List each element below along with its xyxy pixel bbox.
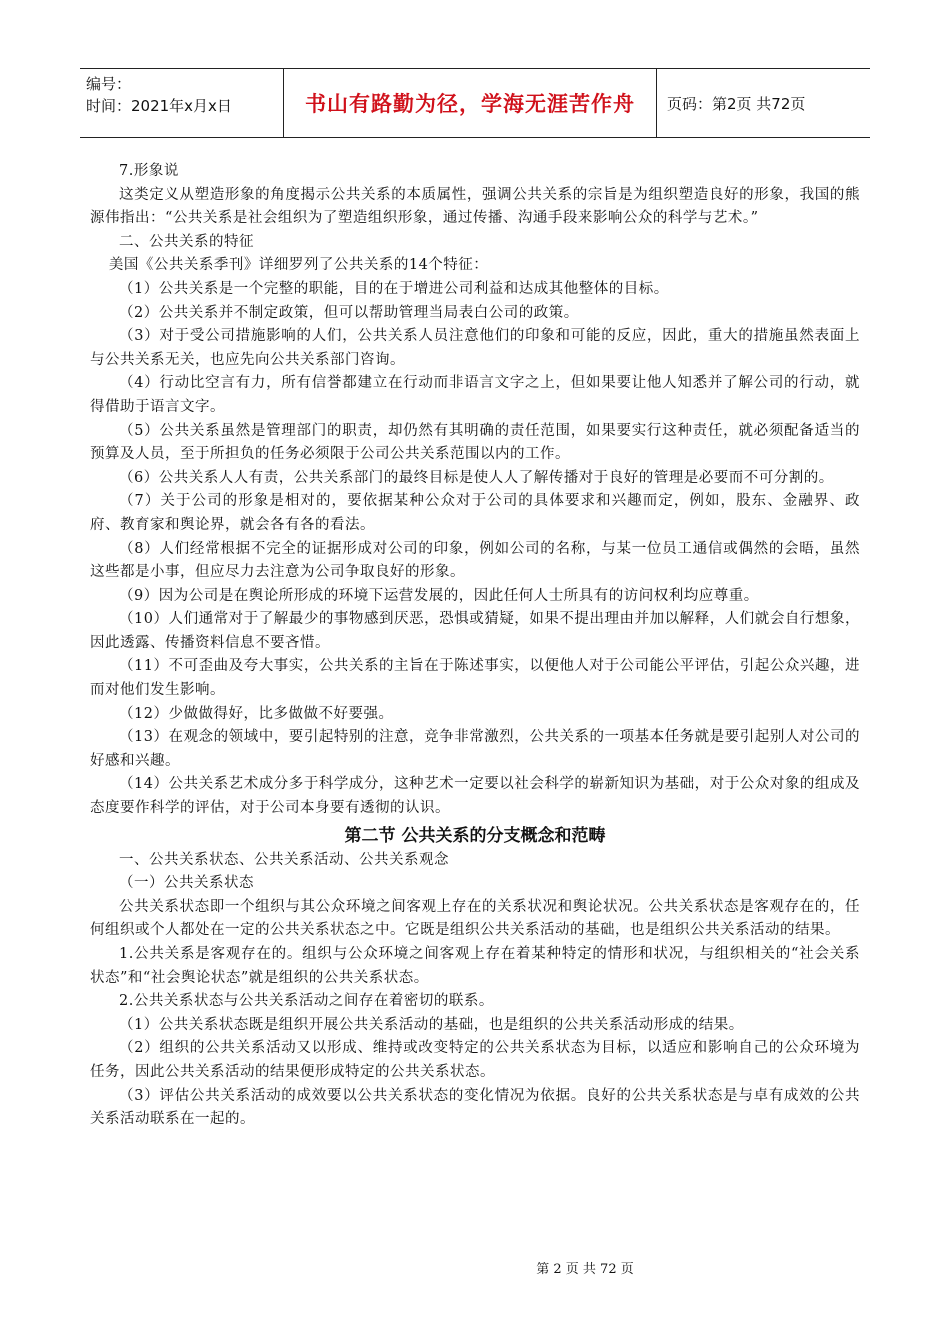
paragraph: （3）评估公共关系活动的成效要以公共关系状态的变化情况为依据。良好的公共关系状态是与卓有成效的公共关系活动联系在一起的。 xyxy=(90,1087,860,1128)
paragraph: （9）因为公司是在舆论所形成的环境下运营发展的，因此任何人士所具有的访问权利均应尊重。 xyxy=(119,587,759,604)
paragraph: （4）行动比空言有力，所有信誉都建立在行动而非语言文字之上，但如果要让他人知悉并了解公司的行动，就得借助于语言文字。 xyxy=(90,375,860,415)
paragraph: 美国《公共关系季刊》详细罗列了公共关系的14个特征： xyxy=(108,257,489,274)
date-label: 时间：2021年x月x日 xyxy=(86,97,232,115)
paragraph: 7.形象说 xyxy=(119,163,179,179)
header-left-cell xyxy=(80,69,283,137)
paragraph: 二、公共关系的特征 xyxy=(119,233,254,250)
page-header xyxy=(80,68,870,138)
header-page-label: 页码：第2页 共72页 xyxy=(667,94,806,113)
paragraph: （10）人们通常对于了解最少的事物感到厌恶，恐惧或猜疑，如果不提出理由并加以解释，人们就会自行想象，因此透露、传播资料信息不要吝惜。 xyxy=(90,611,860,651)
page-footer: 第 2 页 共 72 页 xyxy=(536,1262,634,1277)
paragraph: （14）公共关系艺术成分多于科学成分，这种艺术一定要以社会科学的崭新知识为基础，对于公众对象的组成及态度要作科学的评估，对于公司本身要有透彻的认识。 xyxy=(90,776,860,817)
document-body xyxy=(90,160,860,1132)
paragraph: （2）公共关系并不制定政策，但可以帮助管理当局表白公司的政策。 xyxy=(119,304,579,321)
paragraph: （6）公共关系人人有责，公共关系部门的最终目标是使人人了解传播对于良好的管理是必要而不可分割的。 xyxy=(119,469,834,486)
paragraph: （2）组织的公共关系活动又以形成、维持或改变特定的公共关系状态为目标，以适应和影响自己的公众环境为任务，因此公共关系活动的结果便形成特定的公共关系状态。 xyxy=(90,1040,860,1080)
paragraph: （7）关于公司的形象是相对的，要依据某种公众对于公司的具体要求和兴趣而定，例如，股东、金融界、政府、教育家和舆论界，就会各有各的看法。 xyxy=(90,493,860,533)
section-title: 第二节 公共关系的分支概念和范畴 xyxy=(344,825,606,846)
header-motto: 书山有路勤为径，学海无涯苦作舟 xyxy=(283,69,657,137)
paragraph: （3）对于受公司措施影响的人们，公共关系人员注意他们的印象和可能的反应，因此，重大的措施虽然表面上与公共关系无关，也应先向公共关系部门咨询。 xyxy=(90,328,860,368)
paragraph: （13）在观念的领域中，要引起特别的注意，竞争非常激烈，公共关系的一项基本任务就是要引起别人对公司的好感和兴趣。 xyxy=(90,729,860,769)
paragraph: 1.公共关系是客观存在的。组织与公众环境之间客观上存在着某种特定的情形和状况，与组织相关的“社会关系状态”和“社会舆论状态”就是组织的公共关系状态。 xyxy=(90,946,860,986)
paragraph: 一、公共关系状态、公共关系活动、公共关系观念 xyxy=(119,851,449,868)
paragraph: （12）少做做得好，比多做做不好要强。 xyxy=(119,705,394,722)
paragraph: 公共关系状态即一个组织与其公众环境之间客观上存在的关系状况和舆论状况。公共关系状态是客观存在的，任何组织或个人都处在一定的公共关系状态之中。它既是组织公共关系活动的基础，也是组织公共关系活动的结果。 xyxy=(90,898,860,939)
paragraph: （1）公共关系是一个完整的职能，目的在于增进公司利益和达成其他整体的目标。 xyxy=(119,280,669,297)
paragraph: （1）公共关系状态既是组织开展公共关系活动的基础，也是组织的公共关系活动形成的结果。 xyxy=(119,1016,744,1033)
paragraph: 2.公共关系状态与公共关系活动之间存在着密切的联系。 xyxy=(119,993,494,1010)
paragraph: （一）公共关系状态 xyxy=(119,875,254,892)
paragraph: （5）公共关系虽然是管理部门的职责，却仍然有其明确的责任范围，如果要实行这种责任，就必须配备适当的预算及人员，至于所担负的任务必须限于公司公共关系范围以内的工作。 xyxy=(90,422,860,463)
paragraph: 这类定义从塑造形象的角度揭示公共关系的本质属性，强调公共关系的宗旨是为组织塑造良好的形象，我国的熊源伟指出：“公共关系是社会组织为了塑造组织形象，通过传播、沟通手段来影响公众的科学与艺术。” xyxy=(90,186,860,227)
paragraph: （11）不可歪曲及夸大事实，公共关系的主旨在于陈述事实，以便他人对于公司能公平评估，引起公众兴趣，进而对他们发生影响。 xyxy=(90,658,860,699)
number-label: 编号： xyxy=(86,75,132,93)
paragraph: （8）人们经常根据不完全的证据形成对公司的印象，例如公司的名称，与某一位员工通信或偶然的会晤，虽然这些都是小事，但应尽力去注意为公司争取良好的形象。 xyxy=(90,540,860,581)
